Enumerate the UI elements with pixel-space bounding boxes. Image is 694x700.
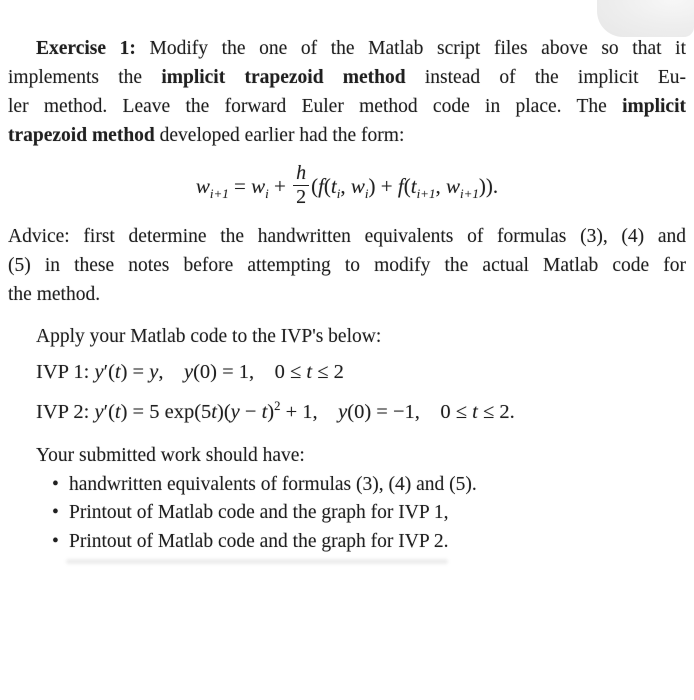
ivp2-line: IVP 2: y′(t) = 5 $\exp(5t)(y - t)^2 + 1$, y(0) = −1, 0 ≤ t ≤ 2.	[36, 399, 515, 423]
fraction: $\frac{h}{2}$	[293, 163, 309, 208]
apply-instruction: Apply your Matlab code to the IVP's below:	[36, 326, 382, 347]
list-item	[52, 471, 686, 499]
text-line: ler method. Leave the forward Euler method code in place. The implicit	[8, 96, 686, 117]
list-item	[52, 499, 686, 527]
requirements-list	[8, 471, 686, 556]
submitted-work-heading: Your submitted work should have:	[36, 445, 305, 466]
exercise-paragraph	[8, 34, 686, 150]
scan-artifact	[66, 559, 448, 564]
text-line: Advice: first determine the handwritten equivalents of formulas (3), (4) and	[8, 226, 686, 247]
list-item	[52, 528, 686, 556]
exercise-content	[8, 34, 686, 556]
bullet-icon: •	[52, 530, 59, 552]
text-line: the method.	[8, 284, 101, 305]
text-line: Exercise 1: Modify the one of the Matlab script files above so that it	[36, 38, 686, 59]
trapezoid-formula: $w_{i+1} = w_i$ + $\frac{h}{2}$ ($f(t_i$, $w_i) + f(t_{i+1}$, $w_{i+1}$)).	[195, 161, 499, 208]
text-line: trapezoid method developed earlier had the form:	[8, 125, 405, 146]
ivp1-line: IVP 1: y′(t) = y, y(0) = 1, 0 ≤ t ≤ 2	[36, 361, 344, 383]
text-line: (5) in these notes before attempting to modify the actual Matlab code for	[8, 255, 686, 276]
list-item-text: handwritten equivalents of formulas (3), (4) and (5).	[69, 474, 477, 495]
advice-paragraph	[8, 222, 686, 309]
list-item-text: Printout of Matlab code and the graph for IVP 2.	[69, 530, 449, 552]
text-line: implements the implicit trapezoid method instead of the implicit Eu-	[8, 67, 686, 88]
rounded-corner-overlay	[597, 0, 694, 37]
bullet-icon: •	[52, 474, 59, 495]
bullet-icon: •	[52, 502, 59, 524]
list-item-text: Printout of Matlab code and the graph for IVP 1,	[69, 502, 449, 524]
